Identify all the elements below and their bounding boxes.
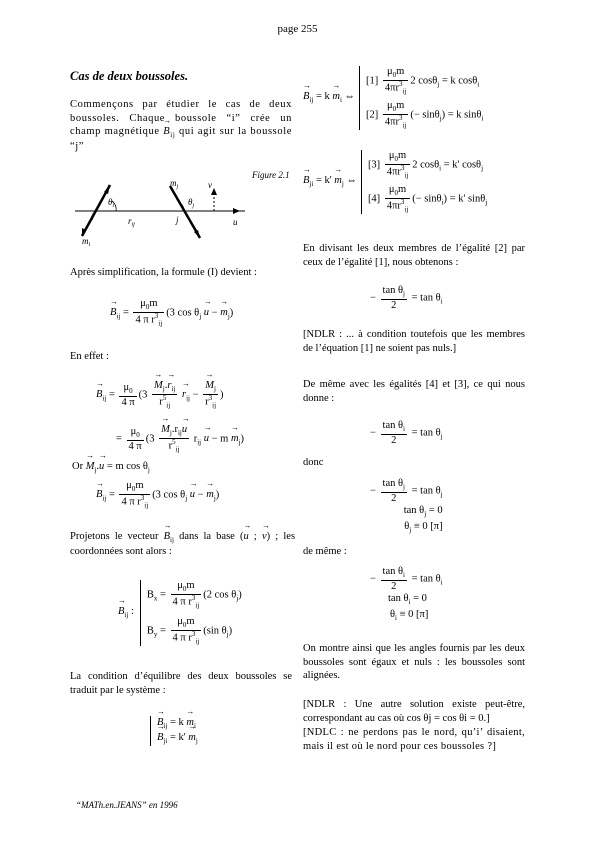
- u-label: u: [233, 217, 238, 227]
- ndlr-note-1: [NDLR : ... à condition toutefois que les membres de l’équation [1] ne soient pas nuls.]: [303, 329, 525, 354]
- system-bij: → $B_{ij} = k \to m_i$ ⇔ [1] $\frac{\mu_0m}{4\pi r^3_{ij}}$ 2 cosθ$_j$ = k cosθ$_i$ [2] $\frac{\mu_0m}{4\pi r^3_{ij}}$ (− sinθ$_j$) = k sinθ$_i$: [303, 66, 483, 130]
- intro-tail: qui agit sur la boussole “j”: [70, 126, 292, 153]
- projection-paragraph: Projetons le vecteur → $B_{ij}$ dans la base (→ u ; → v) ; les coordonnées sont alors :: [70, 530, 295, 559]
- v-label: v: [208, 180, 212, 190]
- coordinates-system: → $B_{ij}$ : $B_x$ = $\frac{\mu_0m}{4 \pi r^3_{ij}}$ (2 $\cos \theta_j$) $B_y$ = $\frac{\mu_0m}{4 \pi r^3_{ij}}$ (sin $\theta_j$): [118, 580, 242, 646]
- point-j-label: j: [176, 215, 179, 225]
- conclusion-paragraph: On montre ainsi que les angles fournis par les deux boussoles sont égaux et nuls : les boussoles sont alignées.: [303, 643, 525, 682]
- point-i-label: i: [91, 212, 94, 222]
- theta-j-label: $\theta_j$: [188, 197, 195, 209]
- donc-label: donc: [303, 457, 324, 468]
- de-meme-label: de même :: [303, 546, 347, 557]
- equilibrium-condition: La condition d’équilibre des deux boussoles se traduit par le système :: [70, 671, 292, 696]
- mi-label: $m_i$: [82, 236, 91, 248]
- compass-figure: [70, 168, 292, 248]
- rij-label: $r_{ij}$: [128, 216, 135, 228]
- footer-credit: “MATh.en.JEANS” en 1996: [76, 800, 178, 810]
- tan-result-1: − $\frac{\tan \theta_j}{2}$ = $\tan \theta_i$: [370, 285, 443, 311]
- theta-i-label: $\theta_i$: [108, 197, 115, 209]
- figure-caption: Figure 2.1: [252, 170, 290, 180]
- formula-bij: → $B_{ij}$ = $\frac{\mu_0m}{4 \pi r^3_{ij}}$ (3 $\cos \theta_j \to u$ − → $m_j$): [110, 298, 233, 328]
- ndlc-note: [NDLC : ne perdons pas le nord, qu’i’ disaient, mais il est où le nord pour ces boussoles ?]: [303, 727, 525, 752]
- en-effet: En effet :: [70, 351, 109, 362]
- de-meme-results: − $\frac{\tan \theta_i}{2}$ = $\tan \theta_i$ $\tan \theta_i = 0$ $\theta_i \equiv 0$ [π]: [370, 566, 443, 622]
- page-number: page 255: [277, 23, 318, 35]
- formula-bij-again: → $B_{ij}$ = $\frac{\mu_0m}{4 \pi r^3_{ij}}$ (3 $\cos \theta_j \to u$ − → $m_j$): [96, 480, 219, 510]
- system-bji: → $B_{ji} = k' \to m_j$ ⇔ [3] $\frac{\mu_0m}{4\pi r^3_{ij}}$ 2 cosθ$_i$ = k' cosθ$_j$ [4] $\frac{\mu_0m}{4\pi r^3_{ij}}$ (− sinθ$_i$) = k' sinθ$_j$: [303, 150, 487, 214]
- formula-expanded-1: → $B_{ij}$ = $\frac{\mu_0}{4 \pi}$ (3 → $\frac{M_j.\to r_{ij}}{r^5_{ij}}$ → $r_{ij}$ − → $\frac{M_j}{r^3_{ij}}$ ): [96, 380, 224, 410]
- intro-text: Commençons par étudier le cas de deux boussoles. Chaque boussole “i” crée un champ magnétique: [70, 99, 292, 138]
- division-paragraph: En divisant les deux membres de l’égalité [2] par ceux de l’égalité [1], nous obtenons :: [303, 243, 525, 268]
- formula-expanded-2: = $\frac{\mu_0}{4 \pi}$ (3 → $\frac{M_j.r_{ij}\to u}{r^5_{ij}}$ $r_{ij} \to u - m \to m_j$): [116, 424, 244, 454]
- donc-results: − $\frac{\tan \theta_j}{2}$ = $\tan \theta_j$ $\tan \theta_j = 0$ $\theta_j \equiv 0$ [π]: [370, 478, 443, 534]
- section-title: Cas de deux boussoles.: [70, 69, 189, 83]
- intro-paragraph: Commençons par étudier le cas de deux boussoles. Chaque boussole “i” crée un champ magnétique → $B_{ij}$ qui agit sur la boussole “j”: [70, 98, 292, 154]
- after-simplification: Après simplification, la formule (I) devient :: [70, 267, 257, 278]
- same-equalities: De même avec les égalités [4] et [3], ce qui nous donne :: [303, 379, 525, 404]
- or-statement: $Or \to M_j.\to u = m$ $\cos \theta_j$: [72, 460, 150, 475]
- mj-label: $m_j$: [170, 178, 179, 190]
- ndlr-note-2: [NDLR : Une autre solution existe peut-être, correspondant au cas où cos θj = cos θi = 0.]: [303, 699, 525, 724]
- tan-result-2: − $\frac{\tan \theta_i}{2}$ = $\tan \theta_j$: [370, 420, 443, 446]
- equilibrium-system: → $B_{ij} = k \to m_i$ → $B_{ji} = k' \to m_j$: [150, 716, 198, 746]
